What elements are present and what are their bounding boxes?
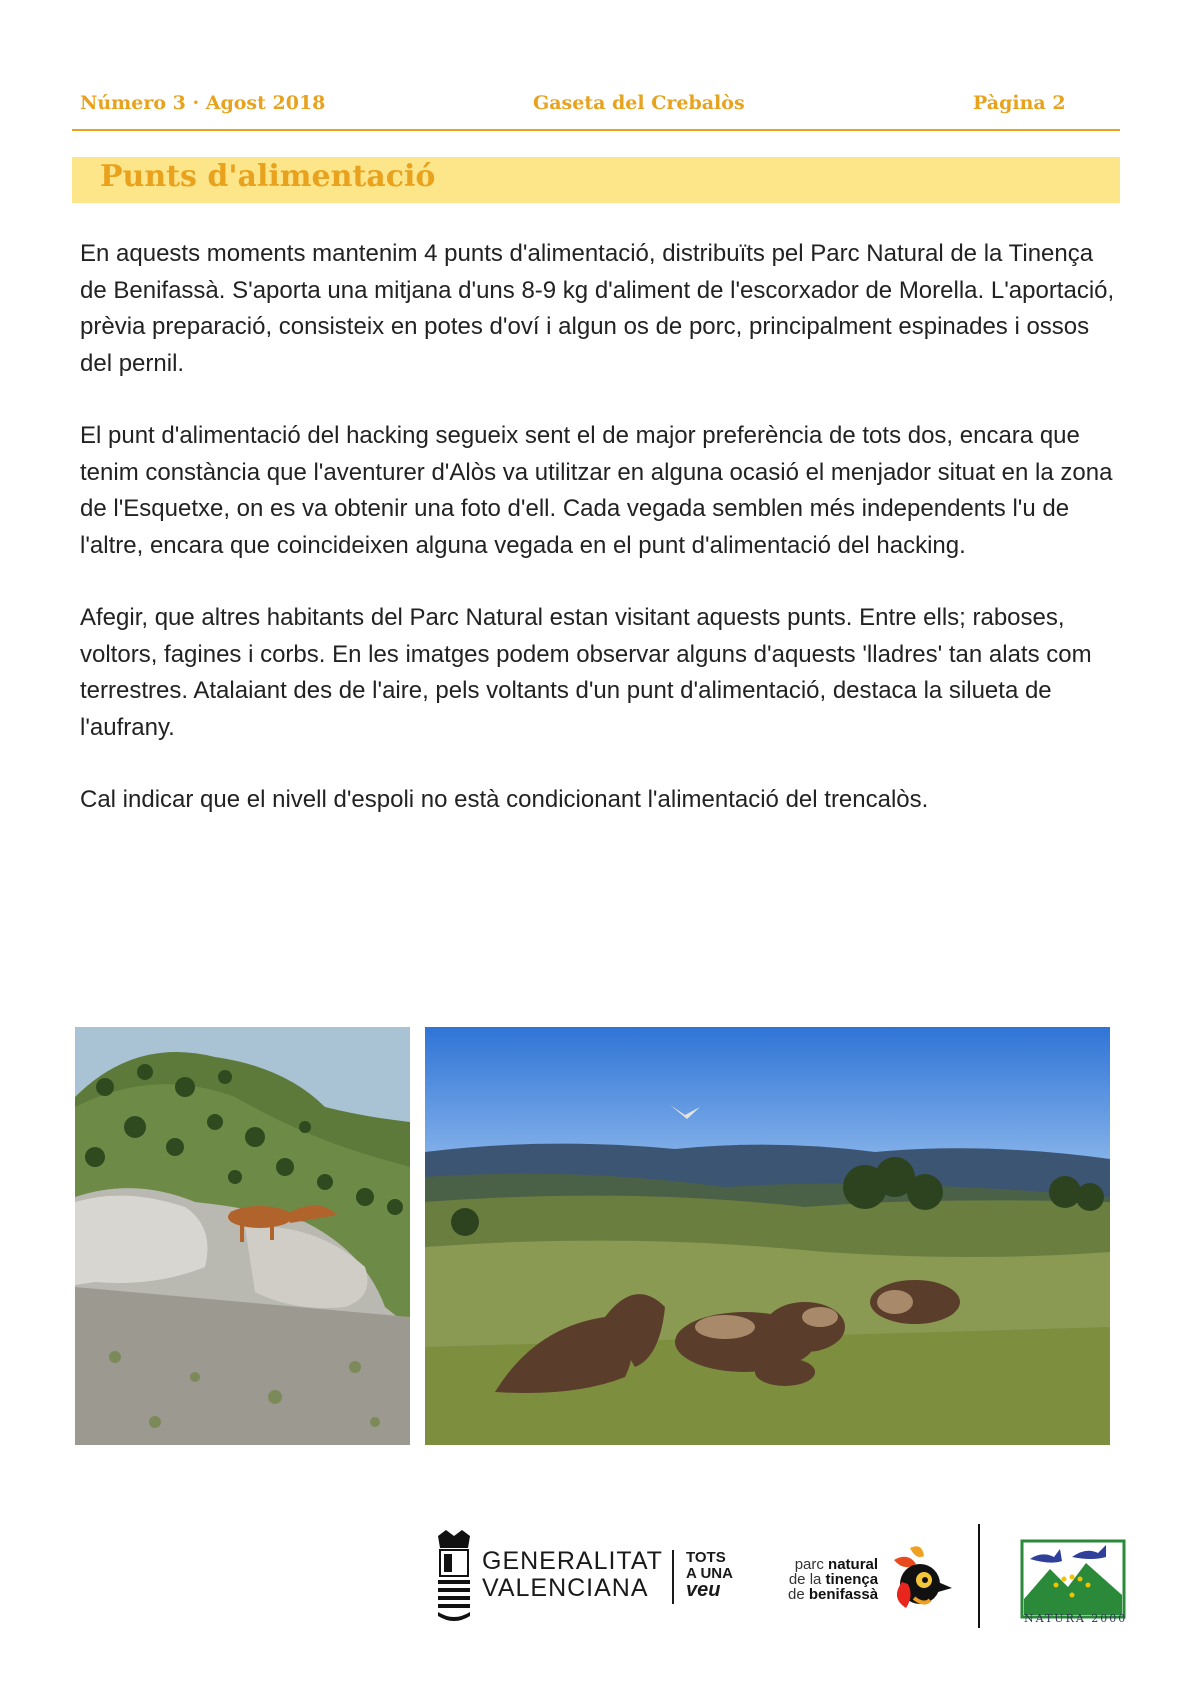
slogan-line2: A UNA bbox=[686, 1565, 733, 1582]
paragraph: El punt d'alimentació del hacking segueix sent el de major preferència de tots dos, encara que tenim constància que l'aventurer d'Alòs va utilitzar en alguna ocasió el menjador situat en la zona de l'Esquetxe, on es va obtenir una foto d'ell. Cada vegada semblen més independents l'u de l'altre, encara que coincideixen alguna vegada en el punt d'alimentació del hacking. bbox=[80, 422, 1113, 559]
natura-label: NATURA 2000 bbox=[1024, 1612, 1128, 1625]
article-body bbox=[80, 236, 1120, 855]
issue-number: Número 3 · Agost 2018 bbox=[80, 92, 326, 114]
park-bird-logo-icon bbox=[880, 1542, 954, 1616]
generalitat-line2: VALENCIANA bbox=[482, 1574, 649, 1602]
paragraph: Afegir, que altres habitants del Parc Natural estan visitant aquests punts. Entre ells; raboses, voltors, fagines i corbs. En les imatges podem observar alguns d'aquests 'lladres' tan alats com terrestres. Atalaiant des de l'aire, pels voltants d'un punt d'alimentació, destaca la silueta de l'aufrany. bbox=[80, 604, 1092, 741]
park-text: tinença bbox=[825, 1571, 879, 1588]
footer-logos bbox=[0, 1520, 1191, 1630]
publication-title: Gaseta del Crebalòs bbox=[533, 92, 745, 114]
logo-divider bbox=[978, 1524, 980, 1628]
logo-divider bbox=[672, 1550, 674, 1604]
section-banner bbox=[72, 157, 1120, 203]
paragraph: En aquests moments mantenim 4 punts d'alimentació, distribuïts pel Parc Natural de la Tinença de Benifassà. S'aporta una mitjana d'uns 8-9 kg d'aliment de l'escorxador de Morella. L'aportació, prèvia preparació, consisteix en potes d'oví i algun os de porc, principalment espinades i ossos del pernil. bbox=[80, 240, 1115, 377]
page-number: Pàgina 2 bbox=[973, 92, 1066, 114]
generalitat-wordmark bbox=[482, 1548, 663, 1602]
park-text: natural bbox=[828, 1556, 879, 1573]
slogan-line1: TOTS bbox=[686, 1549, 726, 1566]
park-wordmark bbox=[788, 1557, 878, 1602]
park-text: parc bbox=[794, 1556, 829, 1573]
park-text: de bbox=[788, 1586, 809, 1603]
page-header bbox=[80, 92, 1080, 122]
header-rule bbox=[72, 129, 1120, 131]
park-text: de la bbox=[788, 1571, 826, 1588]
paragraph: Cal indicar que el nivell d'espoli no està condicionant l'alimentació del trencalòs. bbox=[80, 786, 929, 813]
park-text: benifassà bbox=[808, 1586, 879, 1603]
generalitat-line1: GENERALITAT bbox=[482, 1547, 663, 1575]
slogan bbox=[686, 1549, 733, 1601]
fox-photo bbox=[75, 1027, 410, 1445]
generalitat-emblem-icon bbox=[432, 1530, 476, 1622]
natura-2000-logo-icon bbox=[1020, 1534, 1126, 1624]
section-title: Punts d'alimentació bbox=[100, 159, 436, 194]
vultures-photo bbox=[425, 1027, 1110, 1445]
slogan-line3: veu bbox=[686, 1579, 721, 1601]
